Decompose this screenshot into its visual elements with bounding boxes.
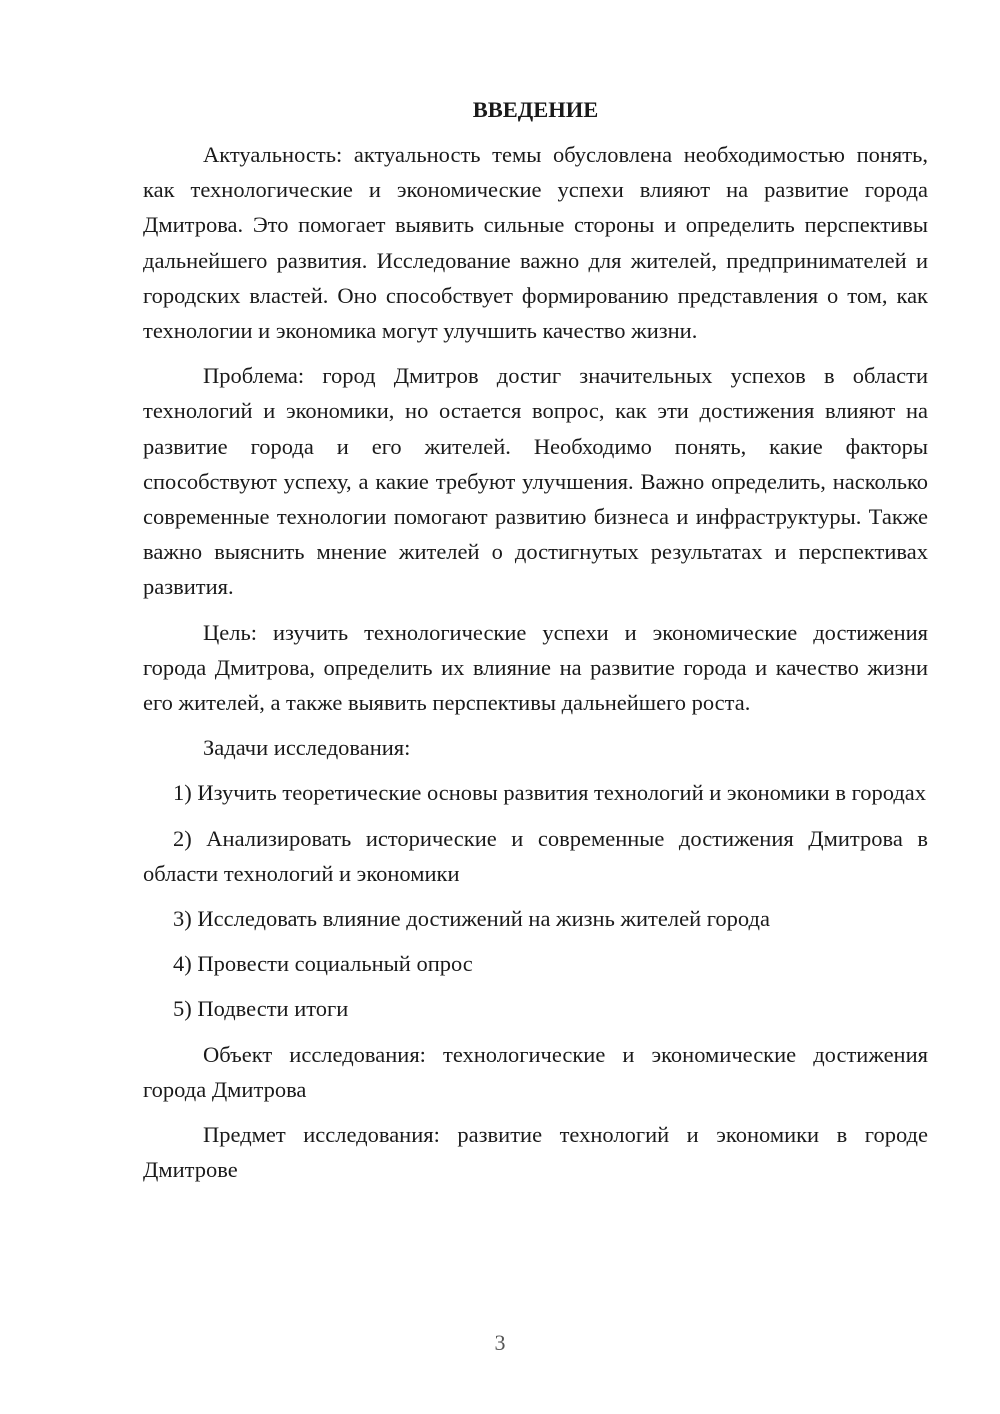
document-page <box>143 92 928 1197</box>
paragraph-object: Объект исследования: технологические и экономические достижения города Дмитрова <box>143 1041 928 1102</box>
paragraph-goal: Цель: изучить технологические успехи и экономические достижения города Дмитрова, определить их влияние на развитие города и качество жизни его жителей, а также выявить перспективы дальнейшего роста. <box>143 619 928 716</box>
task-item: 3) Исследовать влияние достижений на жизнь жителей города <box>173 906 770 932</box>
task-item: 4) Провести социальный опрос <box>173 951 473 977</box>
section-title: ВВЕДЕНИЕ <box>472 97 599 122</box>
page-number: 3 <box>494 1330 506 1355</box>
paragraph-tasks-heading: Задачи исследования: <box>203 735 411 761</box>
task-item: 1) Изучить теоретические основы развития технологий и экономики в городах <box>173 780 927 806</box>
paragraph-relevance: Актуальность: актуальность темы обусловлена необходимостью понять, как технологические и экономические успехи влияют на развитие города Дмитрова. Это помогает выявить сильные стороны и определить перспективы дальнейшего развития. Исследование важно для жителей, предпринимателей и городских властей. Оно способствует формированию представления о том, как технологии и экономика могут улучшить качество жизни. <box>143 142 928 344</box>
task-item: 5) Подвести итоги <box>173 996 349 1022</box>
paragraph-problem: Проблема: город Дмитров достиг значительных успехов в области технологий и экономики, но остается вопрос, как эти достижения влияют на развитие города и его жителей. Необходимо понять, какие факторы способствуют успеху, а какие требуют улучшения. Важно определить, насколько современные технологии помогают развитию бизнеса и инфраструктуры. Также важно выяснить мнение жителей о достигнутых результатах и перспективах развития. <box>143 363 928 600</box>
task-item: 2) Анализировать исторические и современные достижения Дмитрова в области технологий и экономики <box>143 825 928 886</box>
paragraph-subject: Предмет исследования: развитие технологий и экономики в городе Дмитрове <box>143 1122 928 1183</box>
